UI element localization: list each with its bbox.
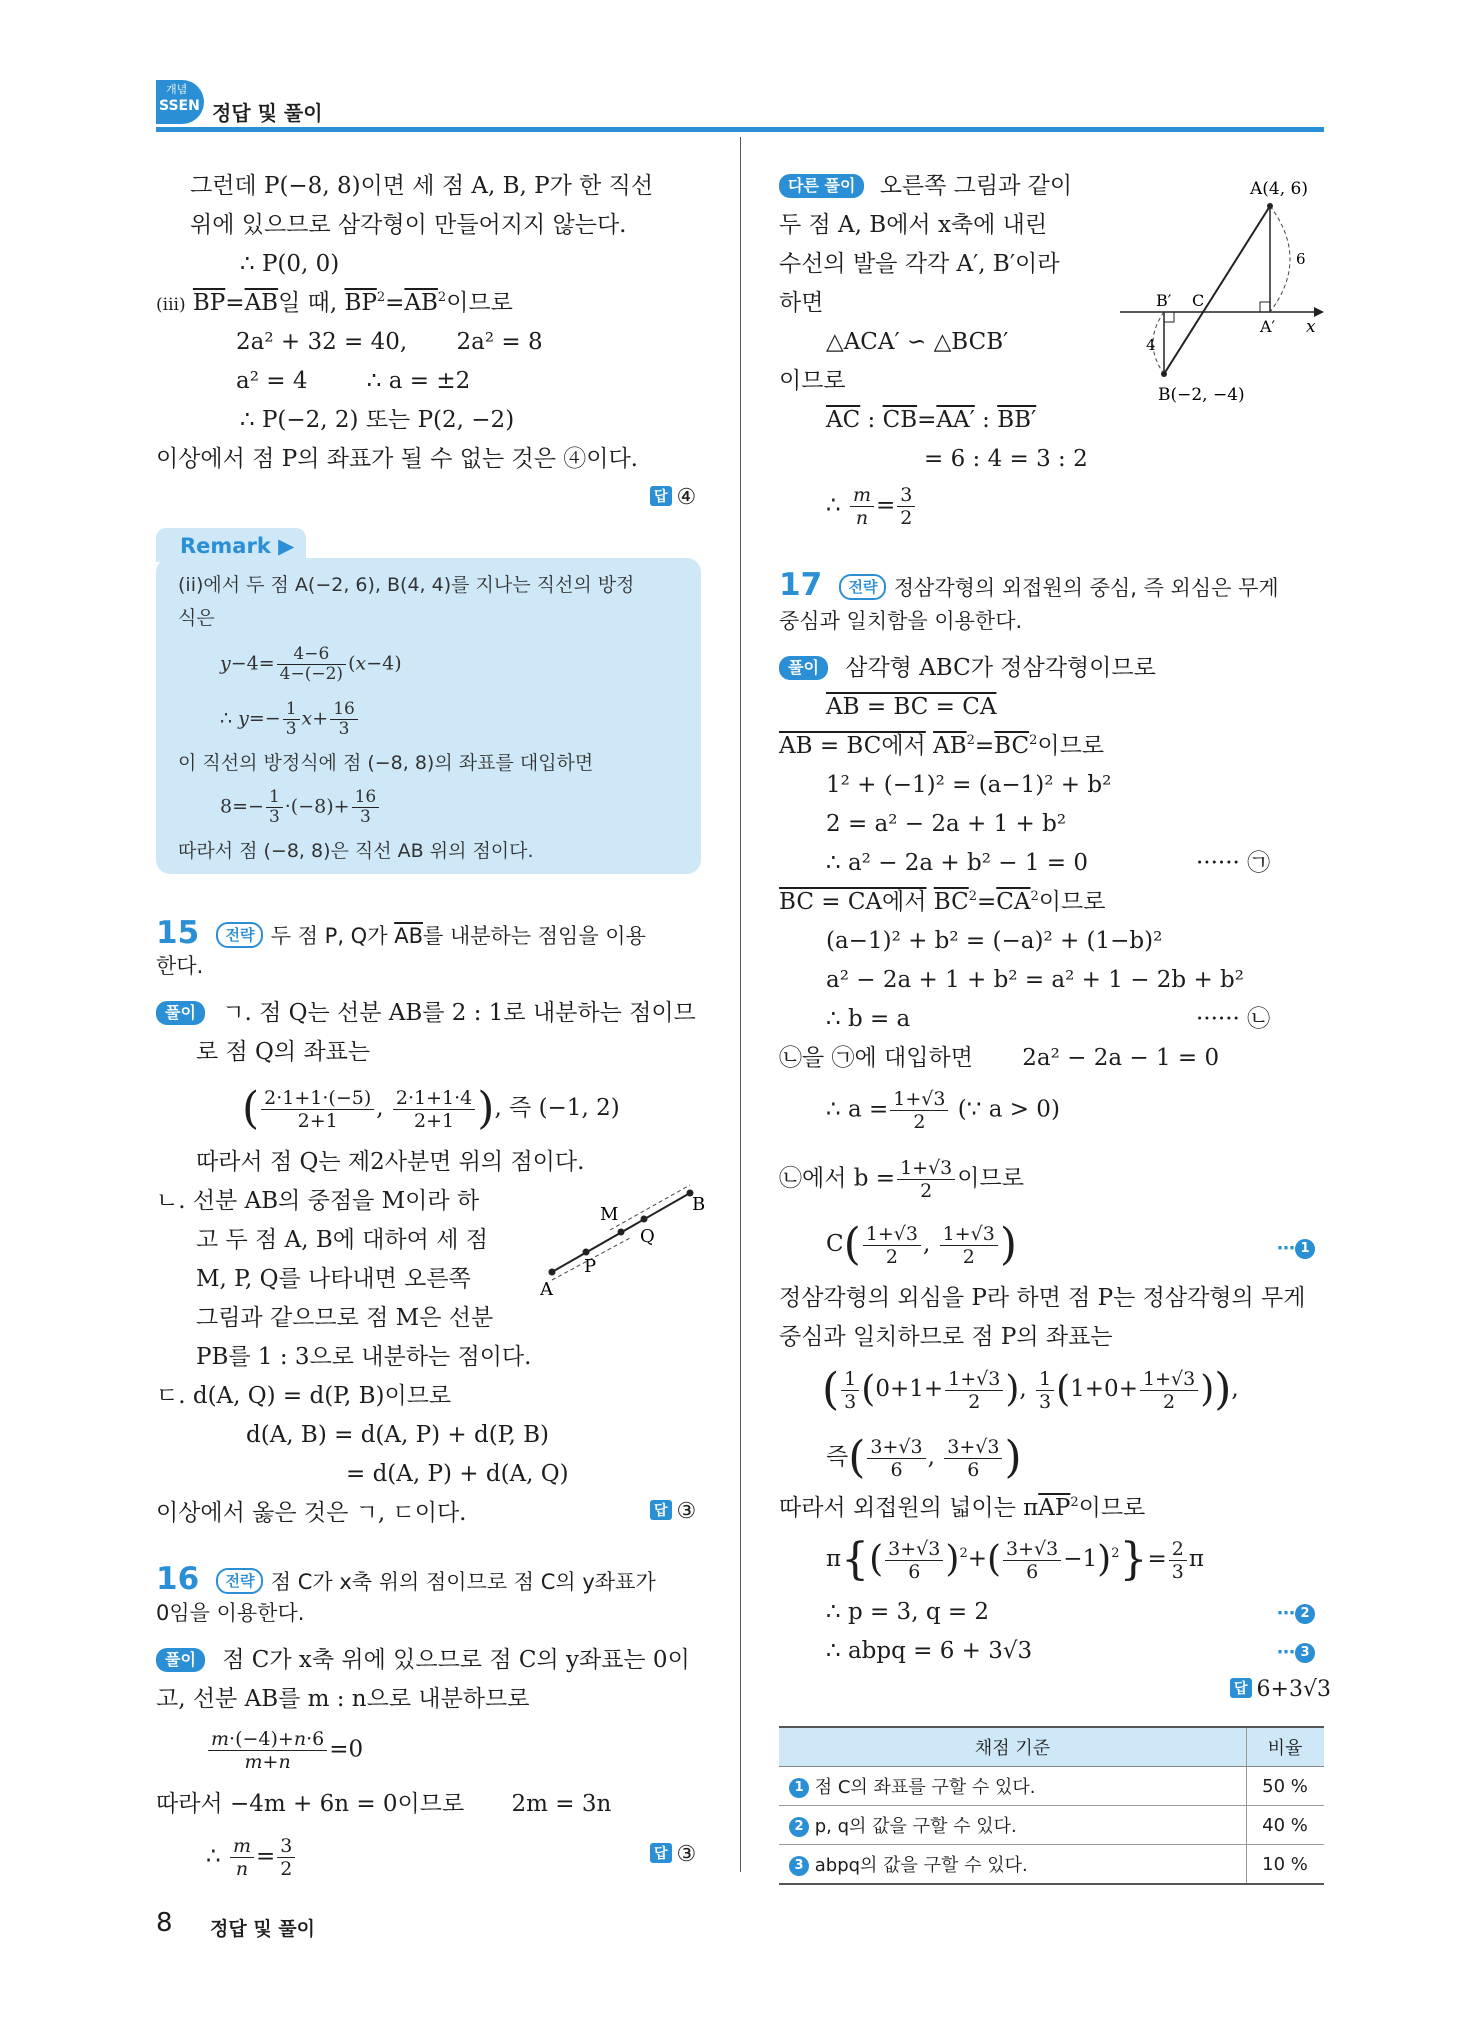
logo-top: 개념 <box>166 83 188 96</box>
step-1-marker: 1 <box>1295 1239 1315 1259</box>
answer-value: ④ <box>676 485 697 510</box>
p15-a3: ( $\frac{2\cdot 1+1\cdot(-5)}{2+1}$ , $\frac{2\cdot 1+1\cdot 4}{2+1}$ ), 즉 (−1, 2) <box>242 1083 620 1134</box>
l3-text: 따라서 −4m + 6n = 0이므로 <box>156 1791 465 1817</box>
p14-line-3: ∴ P(0, 0) <box>240 251 340 277</box>
logo-bottom: SSEN <box>159 98 200 114</box>
p16-l3 <box>156 1789 611 1819</box>
eq-1a: 2a² + 32 = 40, <box>236 329 408 355</box>
p16-l2: 고, 선분 AB를 m : n으로 내분하므로 <box>156 1686 530 1712</box>
point-a <box>1267 203 1273 209</box>
remark-line-1: (ii)에서 두 점 A(−2, 6), B(4, 4)를 지나는 직선의 방정 <box>178 574 635 596</box>
p17-l12: ∴ a = $\frac{1+√3}{2}$ (∵ a > 0) <box>826 1088 1060 1133</box>
l3-eq: 2m = 3n <box>511 1791 612 1817</box>
alt-line-5: △ACA′ ∽ △BCB′ <box>826 329 1009 355</box>
alt-line-7: $\overline{AC}$ : $\overline{CB}=AA'$ : BB′ <box>826 407 1037 433</box>
remark-line-3: 이 직선의 방정식에 점 (−8, 8)의 좌표를 대입하면 <box>178 752 594 774</box>
point-b <box>1161 371 1167 377</box>
p17-l17: ( $\frac{1}{3}$ (0+1+ $\frac{1+√3}{2}$ ), $\frac{1}{3}$ (1+0+ $\frac{1+√3}{2}$ )), <box>822 1364 1239 1415</box>
sol-text: 삼각형 ABC가 정삼각형이므로 <box>845 655 1156 681</box>
p15-b3: M, P, Q를 나타내면 오른쪽 <box>196 1266 471 1292</box>
p16-l1 <box>156 1645 690 1675</box>
answer-value: ③ <box>676 1842 697 1867</box>
p14-line-5: 이상에서 점 P의 좌표가 될 수 없는 것은 ④이다. <box>156 446 638 472</box>
label-p: P <box>584 1256 597 1277</box>
arc-six <box>1270 206 1290 312</box>
label-a: A(4, 6) <box>1250 179 1308 199</box>
case-end: 이므로 <box>446 290 513 316</box>
p17-step2: ⋯ 2 <box>1277 1597 1315 1629</box>
p17-l7: BC = CA에서 $\overline{BC}^2=\overline{CA}^2$이므로 <box>779 889 1106 915</box>
footer-title: 정답 및 풀이 <box>210 1918 315 1940</box>
p17-l4: 1² + (−1)² = (a−1)² + b² <box>826 772 1112 798</box>
remark-eq-2: ∴ y=− $\frac{1}{3}$ x+ $\frac{16}{3}$ <box>220 700 360 739</box>
problem-number-15: 15 <box>156 915 200 951</box>
l19-b: 이므로 <box>1078 1495 1146 1521</box>
p17-l21: ∴ p = 3, q = 2 <box>826 1599 990 1625</box>
p17-l6: ∴ a² − 2a + b² − 1 = 0 <box>826 850 1089 876</box>
a3-tail: , 즉 (−1, 2) <box>494 1095 620 1121</box>
p17-l10: ∴ b = a <box>826 1006 911 1032</box>
answer-value: ③ <box>676 1499 697 1524</box>
p17-l1 <box>779 653 1156 683</box>
alt-line-1 <box>779 171 1072 201</box>
label-b: B(−2, −4) <box>1158 385 1245 405</box>
p14-line-4: ∴ P(−2, 2) 또는 P(2, −2) <box>240 407 515 433</box>
case-mark: (iii) <box>156 295 186 315</box>
answer-tag: 답 <box>650 1500 672 1520</box>
strategy-tag: 전략 <box>216 1568 263 1594</box>
label-q: Q <box>640 1226 655 1247</box>
strategy-text-1b: 를 내분하는 점임을 이용 <box>422 924 646 948</box>
l3-end: 이므로 <box>1037 733 1105 759</box>
l7-end: 이므로 <box>1038 889 1106 915</box>
answer-tag: 답 <box>1230 1678 1252 1698</box>
label-b-prime: B′ <box>1156 291 1172 310</box>
p17-l5: 2 = a² − 2a + 1 + b² <box>826 811 1067 837</box>
l18-a: 즉 <box>826 1444 849 1470</box>
criteria-text: 점 C의 좌표를 구할 수 있다. <box>814 1777 1036 1798</box>
p14-answer <box>650 485 696 510</box>
p14-eq-2 <box>236 366 470 396</box>
table-row <box>779 1806 1324 1845</box>
point-q <box>641 1216 648 1223</box>
p17-strategy <box>779 567 1279 603</box>
p15-a4: 따라서 점 Q는 제2사분면 위의 점이다. <box>196 1149 585 1175</box>
ratio-value: 40 % <box>1247 1806 1325 1845</box>
grading-header-row <box>779 1727 1324 1767</box>
alt-solution-tag: 다른 풀이 <box>779 174 864 198</box>
alt-text: 오른쪽 그림과 같이 <box>879 173 1073 199</box>
eq-2a: a² = 4 <box>236 368 308 394</box>
segment-ab <box>1164 206 1270 374</box>
p14-line-2: 위에 있으므로 삼각형이 만들어지지 않는다. <box>190 212 627 238</box>
l11-eq: 2a² − 2a − 1 = 0 <box>1022 1045 1220 1071</box>
solution-tag: 풀이 <box>156 1648 205 1672</box>
l12-a: ∴ a = <box>826 1096 889 1123</box>
p17-step1: ⋯ 1 <box>1277 1232 1315 1264</box>
remark-title-text: Remark <box>180 534 271 558</box>
right-angle-a <box>1260 302 1270 312</box>
eq-2b: ∴ a = ±2 <box>366 368 471 394</box>
step-2-marker: 2 <box>1295 1604 1315 1624</box>
label-six: 6 <box>1296 250 1306 268</box>
p15-b2: 고 두 점 A, B에 대하여 세 점 <box>196 1227 488 1253</box>
p17-l8: (a−1)² + b² = (−a)² + (1−b)² <box>826 928 1163 954</box>
strategy-text-1: 정삼각형의 외접원의 중심, 즉 외심은 무게 <box>893 576 1279 600</box>
strategy-tag: 전략 <box>839 574 886 600</box>
ratio-value: 10 % <box>1247 1845 1325 1885</box>
l19-a: 따라서 외접원의 넓이는 π <box>779 1495 1039 1521</box>
header-logo <box>156 80 204 124</box>
alt-line-2: 두 점 A, B에서 x축에 내린 <box>779 212 1048 238</box>
alt-line-4: 하면 <box>779 290 824 316</box>
p17-answer <box>1230 1677 1331 1702</box>
p15-answer <box>650 1499 696 1524</box>
p15-b4: 그림과 같으므로 점 M은 선분 <box>196 1305 494 1331</box>
p16-answer <box>650 1842 696 1867</box>
p15-strategy: 15 전략 두 점 P, Q가 $\overline{AB}$를 내분하는 점임을 이용 <box>156 915 646 951</box>
label-c: C <box>1192 291 1205 310</box>
ratio-value: 50 % <box>1247 1767 1325 1806</box>
solution-tag: 풀이 <box>156 1001 205 1025</box>
table-row <box>779 1767 1324 1806</box>
p16-strategy <box>156 1561 656 1597</box>
l11-text: ㉡을 ㉠에 대입하면 <box>779 1045 973 1071</box>
eq-1b: 2a² = 8 <box>456 329 543 355</box>
l13-a: ㉡에서 b = <box>779 1165 896 1192</box>
p17-l2: AB = BC = CA <box>826 694 997 720</box>
p17-l3: AB = BC에서 $\overline{AB}^2=\overline{BC}^2$이므로 <box>779 733 1105 759</box>
answer-tag: 답 <box>650 1843 672 1863</box>
l7-text: BC = CA에서 <box>779 889 927 915</box>
p17-l18: 즉( $\frac{3+√3}{6}$ , $\frac{3+√3}{6}$ ) <box>826 1432 1022 1483</box>
criteria-number: 2 <box>789 1817 809 1837</box>
p17-l15: 정삼각형의 외심을 P라 하면 점 P는 정삼각형의 무게 <box>779 1285 1306 1311</box>
p16-result: ∴ $\frac{m}{n}$ = $\frac{3}{2}$ <box>206 1835 297 1880</box>
criteria-text: abpq의 값을 구할 수 있다. <box>814 1855 1028 1876</box>
criteria-header: 채점 기준 <box>779 1727 1247 1767</box>
l13-b: 이므로 <box>957 1165 1024 1192</box>
p16-eq: $\frac{m\cdot(-4)+n\cdot 6}{m+n}$ =0 <box>206 1728 363 1773</box>
header-rule <box>156 127 1324 132</box>
alt-line-6: 이므로 <box>779 368 846 394</box>
p17-mark2: ······ ㉡ <box>1196 1006 1271 1032</box>
page-number: 8 <box>156 1908 173 1938</box>
label-m: M <box>600 1204 619 1225</box>
remark-eq-3: 8=− $\frac{1}{3}$ ·(−8)+ $\frac{16}{3}$ <box>220 788 381 827</box>
remark-line-4: 따라서 점 (−8, 8)은 직선 AB 위의 점이다. <box>178 840 534 862</box>
sol-text: ㄱ. 점 Q는 선분 AB를 2 : 1로 내분하는 점이므 <box>222 1000 696 1026</box>
label-b: B <box>692 1194 706 1215</box>
p15-b5: PB를 1 : 3으로 내분하는 점이다. <box>196 1344 532 1370</box>
ratio-header: 비율 <box>1247 1727 1325 1767</box>
p17-l9: a² − 2a + 1 + b² = a² + 1 − 2b + b² <box>826 967 1244 993</box>
alt-line-3: 수선의 발을 각각 A′, B′이라 <box>779 251 1060 277</box>
problem-number-17: 17 <box>779 567 823 603</box>
grading-table <box>779 1726 1324 1885</box>
remark-line-2: 식은 <box>178 607 215 629</box>
label-four: 4 <box>1146 336 1156 354</box>
p15-c2: d(A, B) = d(A, P) + d(P, B) <box>246 1422 549 1448</box>
sol-text: 점 C가 x축 위에 있으므로 점 C의 y좌표는 0이 <box>222 1647 690 1673</box>
p17-l20: π{( $\frac{3+√3}{6}$ )$^2$+( $\frac{3+√3}{6}$ −1)$^2$}= $\frac{2}{3}$ π <box>826 1534 1204 1585</box>
p15-strategy-2: 한다. <box>156 954 204 978</box>
remark-eq-1: y−4= $\frac{4-6}{4-(-2)}$ (x−4) <box>220 644 402 684</box>
strategy-tag: 전략 <box>216 922 263 948</box>
p17-l13: ㉡에서 b = $\frac{1+√3}{2}$ 이므로 <box>779 1157 1024 1202</box>
p15-sol-a1 <box>156 998 696 1028</box>
problem-number-16: 16 <box>156 1561 200 1597</box>
p16-strategy-2: 0임을 이용한다. <box>156 1601 305 1625</box>
x-axis-arrow <box>1314 307 1324 317</box>
label-x: x <box>1306 317 1316 337</box>
criteria-number: 1 <box>789 1778 809 1798</box>
alt-result: ∴ $\frac{m}{n}$ = $\frac{3}{2}$ <box>826 484 917 529</box>
solution-tag: 풀이 <box>779 656 828 680</box>
p14-line-1: 그런데 P(−8, 8)이면 세 점 A, B, P가 한 직선 <box>190 173 654 199</box>
strategy-text-1: 두 점 P, Q가 <box>270 924 388 948</box>
p17-mark1: ······ ㉠ <box>1196 850 1271 876</box>
column-divider <box>740 137 741 1872</box>
l12-b: (∵ a > 0) <box>957 1096 1060 1123</box>
remark-title: Remark ▶ <box>156 528 306 562</box>
case-text: 일 때, <box>278 290 338 316</box>
header-title: 정답 및 풀이 <box>212 101 323 125</box>
p17-step3: ⋯ 3 <box>1277 1636 1315 1668</box>
p14-case-iii: (iii) $\overline{BP}=\overline{AB}$일 때, $\overline{BP}^2=\overline{AB}^2$이므로 <box>156 290 513 316</box>
point-m <box>618 1229 625 1236</box>
strategy-text-1: 점 C가 x축 위의 점이므로 점 C의 y좌표가 <box>270 1570 656 1594</box>
answer-tag: 답 <box>650 486 672 506</box>
p17-strategy-2: 중심과 일치함을 이용한다. <box>779 609 1023 633</box>
p15-a2: 로 점 Q의 좌표는 <box>196 1039 371 1065</box>
l3-text: AB = BC에서 <box>779 733 926 759</box>
segment-dash-upper <box>610 1185 690 1230</box>
point-p <box>583 1249 590 1256</box>
p17-l22: ∴ abpq = 6 + 3√3 <box>826 1638 1033 1664</box>
p17-l16: 중심과 일치하므로 점 P의 좌표는 <box>779 1324 1113 1350</box>
p15-c3: = d(A, P) + d(A, Q) <box>346 1461 569 1487</box>
point-a <box>549 1269 556 1276</box>
p14-eq-1 <box>236 327 543 357</box>
p15-b1: ㄴ. 선분 AB의 중점을 M이라 하 <box>156 1188 480 1214</box>
criteria-text: p, q의 값을 구할 수 있다. <box>814 1816 1017 1837</box>
right-angle-b <box>1164 312 1174 322</box>
alt-line-8: = 6 : 4 = 3 : 2 <box>924 446 1088 472</box>
p17-l19: 따라서 외접원의 넓이는 $\pi\overline{AP}^2$이므로 <box>779 1495 1146 1521</box>
p17-l14: C( $\frac{1+√3}{2}$ , $\frac{1+√3}{2}$ ) <box>826 1219 1018 1270</box>
label-a-prime: A′ <box>1260 317 1276 336</box>
p15-c1: ㄷ. d(A, Q) = d(P, B)이므로 <box>156 1383 452 1409</box>
label-a: A <box>540 1279 553 1300</box>
answer-value: 6+3√3 <box>1256 1677 1331 1702</box>
coordinate-figure <box>1110 170 1340 410</box>
step-3-marker: 3 <box>1295 1643 1315 1663</box>
table-row <box>779 1845 1324 1885</box>
criteria-number: 3 <box>789 1856 809 1876</box>
p17-l11 <box>779 1043 1219 1073</box>
segment-figure <box>540 1180 710 1300</box>
p15-c4: 이상에서 옳은 것은 ㄱ, ㄷ이다. <box>156 1500 467 1526</box>
